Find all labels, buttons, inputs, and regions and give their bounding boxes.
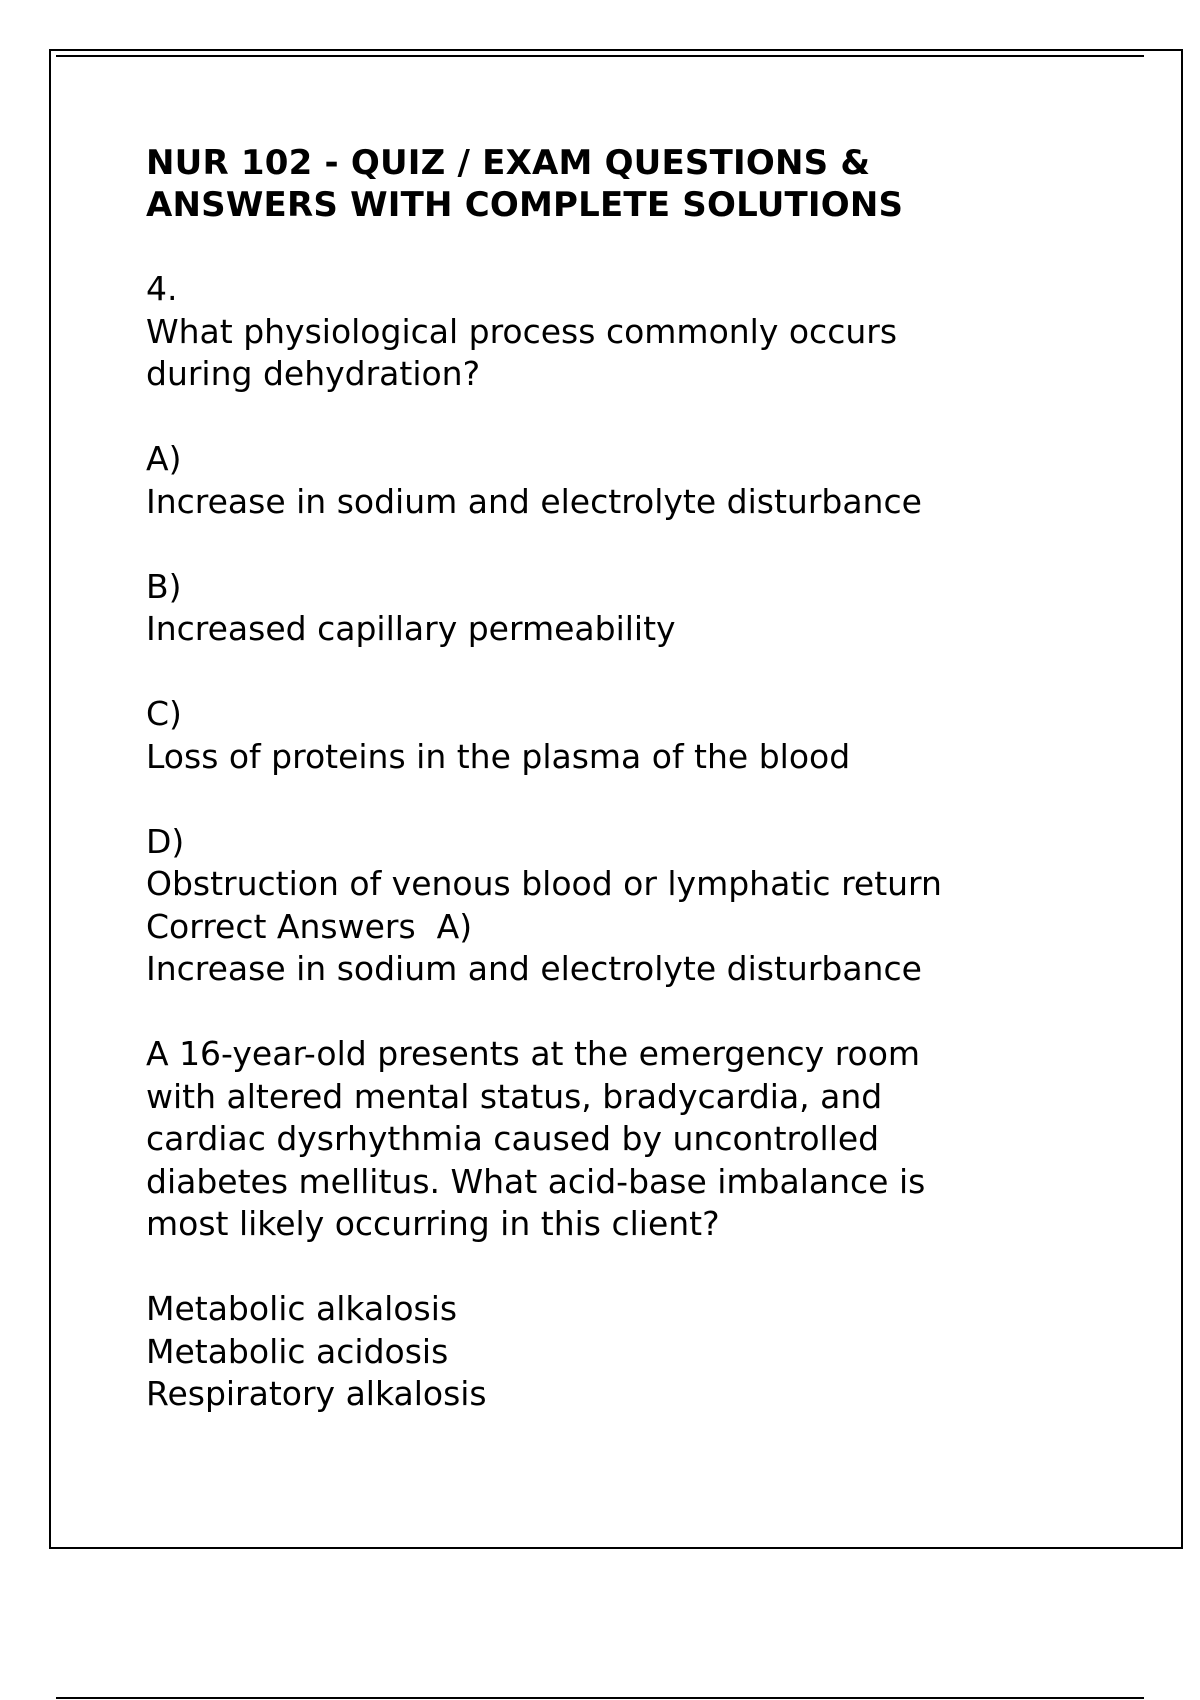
question-5 (146, 1033, 1126, 1416)
title-line-1: NUR 102 - QUIZ / EXAM QUESTIONS & (146, 143, 871, 183)
question-5-option-2: Metabolic acidosis (146, 1331, 449, 1371)
option-c-text: Loss of proteins in the plasma of the blood (146, 736, 851, 776)
option-d-letter: D) (146, 821, 185, 861)
option-c-letter: C) (146, 694, 182, 733)
question-4 (146, 268, 1126, 1033)
title-line-2: ANSWERS WITH COMPLETE SOLUTIONS (146, 185, 904, 225)
option-b-text: Increased capillary permeability (146, 609, 676, 648)
question-5-option-1: Metabolic alkalosis (146, 1289, 458, 1328)
option-a-letter: A) (146, 439, 182, 478)
question-5-option-3: Respiratory alkalosis (146, 1374, 487, 1413)
bottom-rule (56, 1697, 1144, 1699)
document-title (146, 142, 1126, 226)
question-number: 4. (146, 269, 178, 308)
option-d-text: Obstruction of venous blood or lymphatic return (146, 864, 942, 903)
question-prompt-line-1: What physiological process commonly occurs (146, 311, 898, 351)
correct-answer-text: Increase in sodium and electrolyte disturbance (146, 949, 922, 988)
question-5-prompt-line-5: most likely occurring in this client? (146, 1204, 720, 1243)
question-5-prompt-line-3: cardiac dysrhythmia caused by uncontrolled (146, 1119, 880, 1158)
question-5-prompt-line-2: with altered mental status, bradycardia, and (146, 1076, 883, 1116)
correct-answer-label: Correct Answers A) (146, 906, 473, 946)
question-5-prompt-line-4: diabetes mellitus. What acid-base imbalance is (146, 1161, 926, 1201)
question-prompt-line-2: during dehydration? (146, 354, 481, 393)
document-content (146, 142, 1126, 1416)
question-5-prompt-line-1: A 16-year-old presents at the emergency room (146, 1034, 921, 1073)
top-rule (56, 55, 1144, 57)
option-a-text: Increase in sodium and electrolyte disturbance (146, 481, 922, 521)
option-b-letter: B) (146, 566, 182, 606)
